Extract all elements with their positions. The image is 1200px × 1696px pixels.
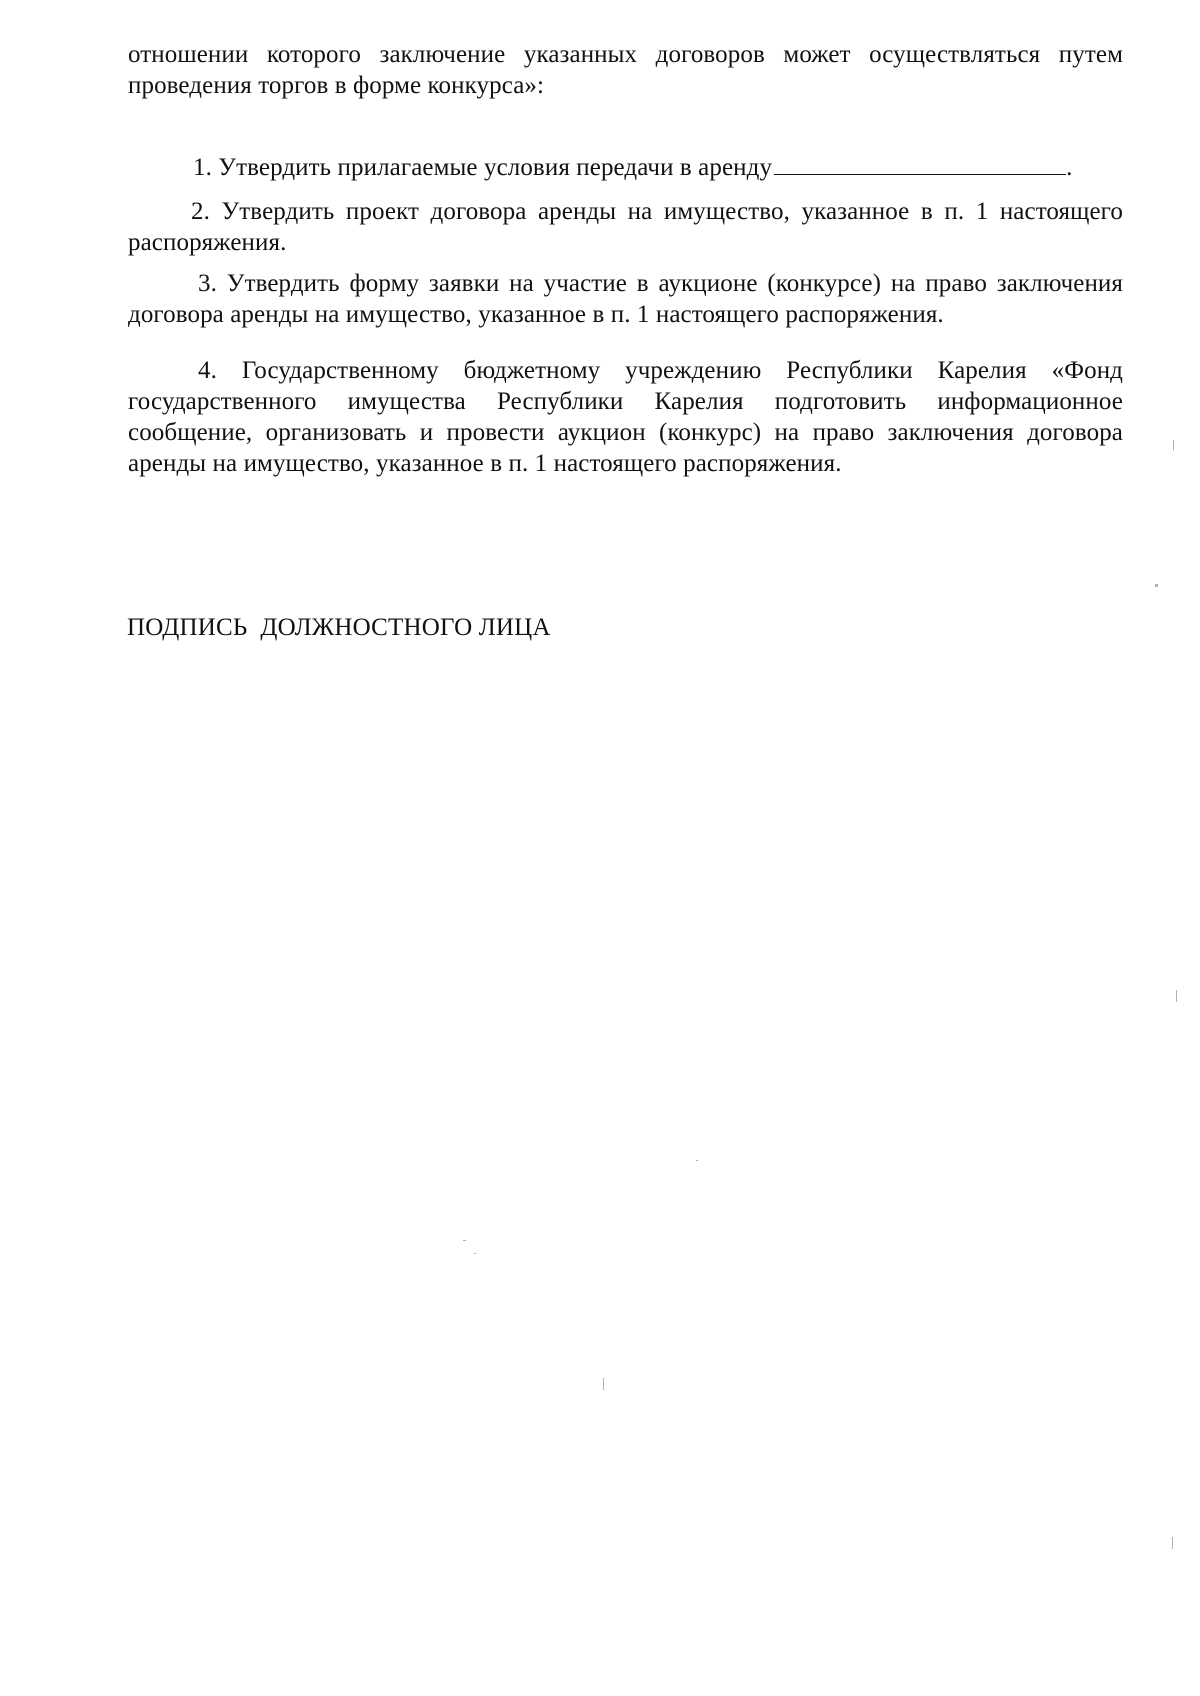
item-1-paragraph <box>128 152 1123 183</box>
scan-speck <box>463 1240 466 1241</box>
item-2-paragraph: 2. Утвердить проект договора аренды на имущество, указанное в п. 1 настоящего распоряжения. <box>128 198 1123 256</box>
item-1-end: . <box>1066 154 1073 181</box>
scan-speck <box>1172 1537 1173 1549</box>
scan-speck <box>696 1160 698 1161</box>
scan-speck <box>474 1253 476 1254</box>
item-4-paragraph: 4. Государственному бюджетному учреждению Республики Карелия «Фонд государственного имущества Республики Карелия подготовить информационное сообщение, организовать и провести аукцион (конкурс) на право заключения договора аренды на имущество, указанное в п. 1 настоящего распоряжения. <box>128 357 1123 477</box>
item-1-text: 1. Утвердить прилагаемые условия передачи в аренду <box>193 154 773 181</box>
item-3-paragraph: 3. Утвердить форму заявки на участие в аукционе (конкурсе) на право заключения договора аренды на имущество, указанное в п. 1 настоящего распоряжения. <box>128 270 1123 328</box>
scan-speck <box>603 1378 604 1390</box>
scan-speck <box>1173 440 1174 450</box>
item-1-blank-line <box>774 152 1066 175</box>
intro-paragraph: отношении которого заключение указанных договоров может осуществляться путем проведения торгов в форме конкурса»: <box>128 41 1123 99</box>
scan-speck <box>1176 990 1177 1002</box>
scan-speck <box>1155 584 1158 587</box>
signature-label: ПОДПИСЬ ДОЛЖНОСТНОГО ЛИЦА <box>127 614 551 641</box>
